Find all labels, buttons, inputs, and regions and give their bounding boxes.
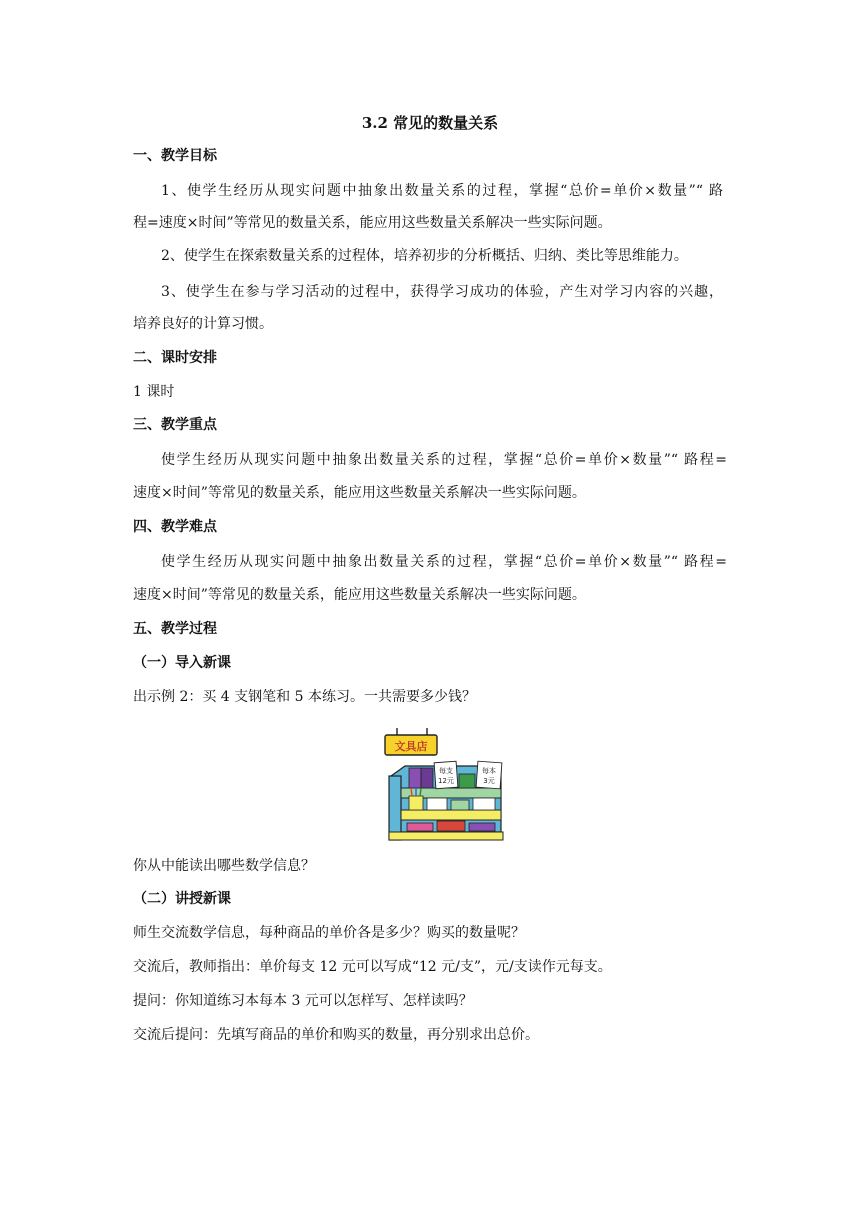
book-icon: [409, 768, 421, 788]
pencil-case-icon: [407, 823, 433, 831]
paragraph-line: 交流后，教师指出：单价每支 12 元可以写成“12 元/支”，元/支读作元每支。: [133, 959, 612, 975]
section-heading-objectives: 一、教学目标: [133, 148, 217, 164]
paragraph-line: 出示例 2：买 4 支钢笔和 5 本练习。一共需要多少钱？: [133, 689, 476, 705]
shop-sign-text: 文具店: [394, 740, 428, 753]
paragraph-line: 速度×时间”等常见的数量关系，能应用这些数量关系解决一些实际问题。: [133, 587, 586, 603]
price-tag-text: 每本: [482, 767, 496, 775]
paragraph-line: 提问：你知道练习本每本 3 元可以怎样写、怎样读吗？: [133, 993, 473, 1009]
section-heading-process: 五、教学过程: [133, 621, 217, 637]
book-icon: [421, 768, 433, 788]
paragraph-line: 使学生经历从现实问题中抽象出数量关系的过程，掌握“总价=单价×数量”“ 路程=: [161, 554, 727, 570]
paragraph-line: 2、使学生在探索数量关系的过程体，培养初步的分析概括、归纳、类比等思维能力。: [161, 248, 688, 264]
price-tag-text: 每支: [439, 767, 453, 775]
subsection-heading-intro: （一）导入新课: [133, 655, 231, 671]
price-tag-text: 12元: [438, 777, 454, 785]
section-heading-schedule: 二、课时安排: [133, 350, 217, 366]
subsection-heading-new-lesson: （二）讲授新课: [133, 891, 231, 907]
pencil-case-icon: [437, 821, 465, 831]
section-heading-difficulties: 四、教学难点: [133, 519, 217, 535]
paragraph-line: 你从中能读出哪些数学信息？: [133, 858, 315, 874]
paragraph-line: 交流后提问：先填写商品的单价和购买的数量，再分别求出总价。: [133, 1027, 539, 1043]
paragraph-line: 程=速度×时间”等常见的数量关系，能应用这些数量关系解决一些实际问题。: [133, 215, 612, 231]
paragraph-line: 1、使学生经历从现实问题中抽象出数量关系的过程，掌握“总价=单价×数量”“ 路: [161, 183, 723, 199]
stationery-shop-illustration: [383, 724, 509, 842]
price-tag-text: 3元: [483, 777, 495, 785]
pencil-case-icon: [469, 823, 495, 831]
paragraph-line: 培养良好的计算习惯。: [133, 316, 273, 332]
pen-cup-icon: [409, 796, 423, 810]
paragraph-line: 1 课时: [133, 384, 175, 400]
notebook-icon: [459, 774, 475, 788]
document-title: 3.2 常见的数量关系: [361, 114, 499, 132]
section-heading-key-points: 三、教学重点: [133, 417, 217, 433]
paragraph-line: 使学生经历从现实问题中抽象出数量关系的过程，掌握“总价=单价×数量”“ 路程=: [161, 452, 727, 468]
paragraph-line: 师生交流数学信息，每种商品的单价各是多少？购买的数量呢？: [133, 925, 525, 941]
paragraph-line: 速度×时间”等常见的数量关系，能应用这些数量关系解决一些实际问题。: [133, 485, 586, 501]
paragraph-line: 3、使学生在参与学习活动的过程中，获得学习成功的体验，产生对学习内容的兴趣，: [161, 284, 723, 300]
